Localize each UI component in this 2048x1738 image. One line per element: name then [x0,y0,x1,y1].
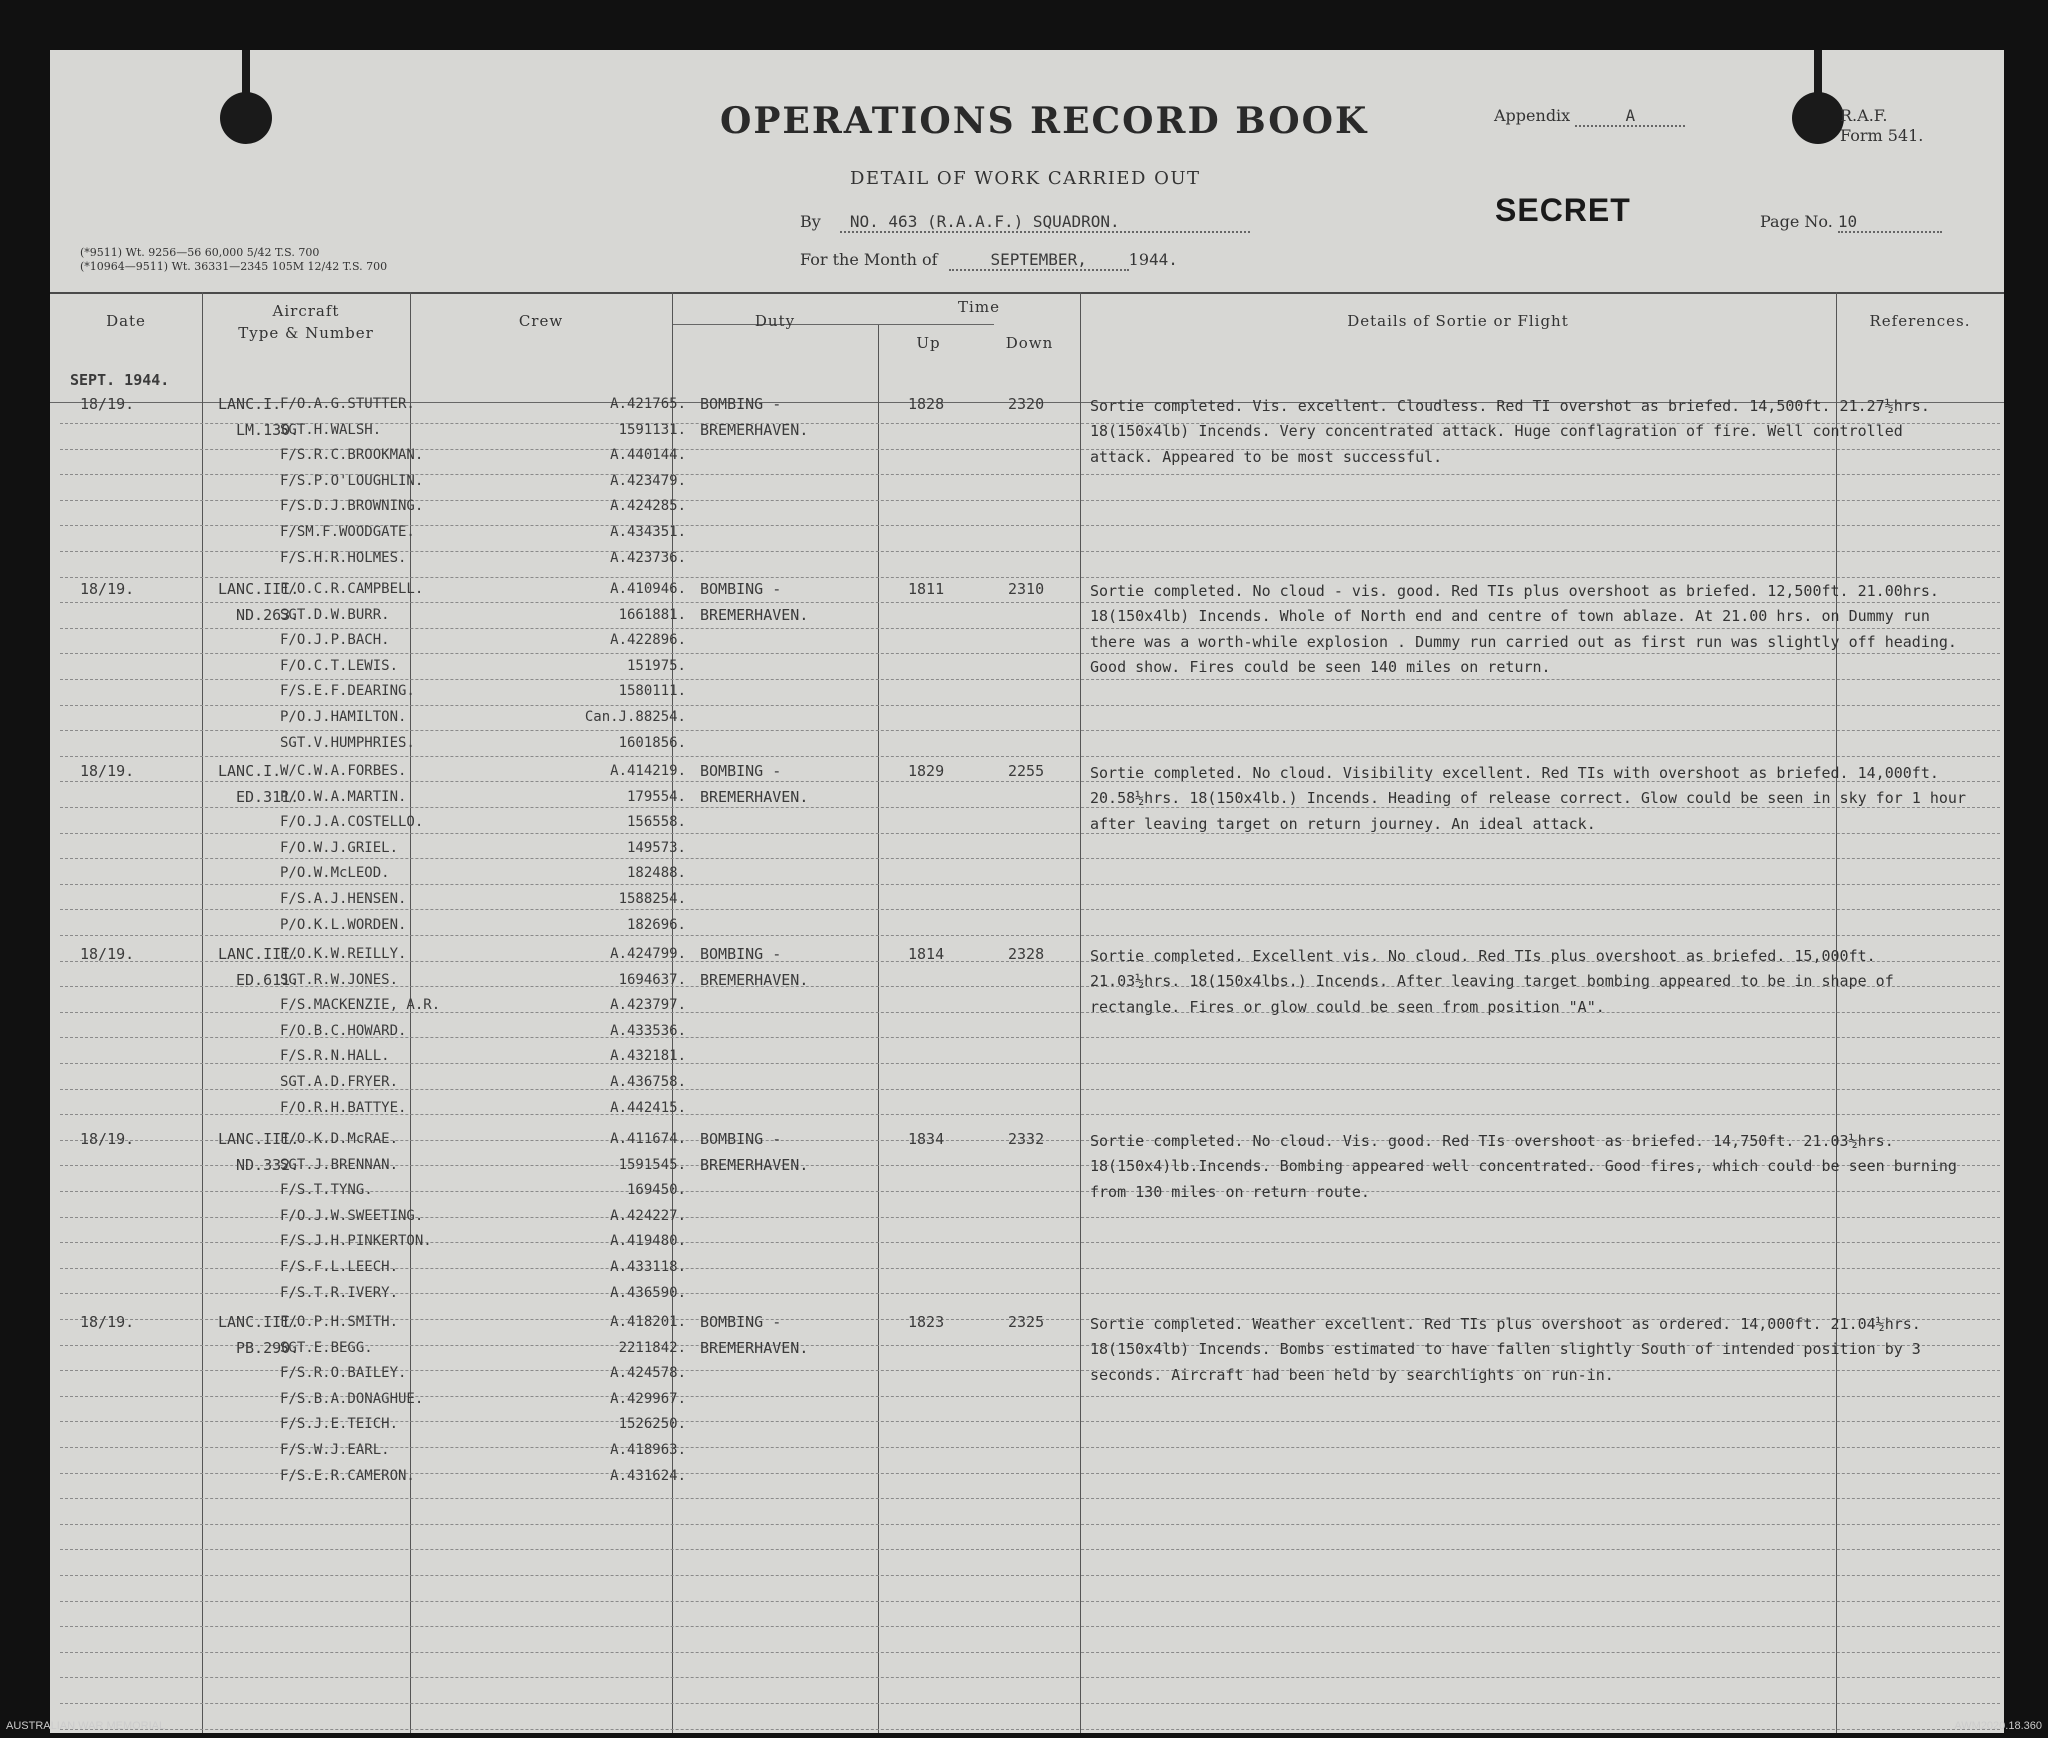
col-down: Down [1005,334,1054,352]
crew-member-name: W/C.W.A.FORBES. [280,763,407,779]
footer-left: AUSTRALIAN WAR MEMORIAL [6,1720,166,1732]
col-time: Time [958,298,1000,316]
crew-member-name: F/S.MACKENZIE, A.R. [280,997,441,1014]
col-aircraft: Aircraft [272,302,340,320]
sortie-table [50,292,2004,1733]
crew-member-name: SGT.A.D.FRYER. [280,1074,399,1090]
duty-label: BREMERHAVEN. [700,1155,809,1174]
record-page [50,50,2004,1733]
crew-member-name: F/S.A.J.HENSEN. [280,891,407,907]
crew-member-name: F/S.T.TYNG. [280,1182,373,1199]
raf-form: R.A.F. Form 541. [1840,106,1924,145]
duty-label: BOMBING - [700,580,782,598]
month-heading: SEPT. 1944. [70,371,170,389]
time-down: 2320 [1008,395,1045,413]
crew-member-number: A.411674. [610,1131,686,1147]
entry-date: 18/19. [80,395,135,413]
crew-member-name: F/S.E.R.CAMERON. [280,1467,415,1484]
page-subtitle: DETAIL OF WORK CARRIED OUT [850,168,1201,189]
crew-member-number: A.418963. [610,1442,686,1458]
crew-member-number: A.424799. [610,946,686,962]
duty-label: BOMBING - [700,1130,782,1148]
col-references: References. [1869,312,1971,330]
crew-member-number: A.433118. [610,1259,686,1275]
crew-member-name: F/O.P.H.SMITH. [280,1314,399,1330]
crew-member-number: A.424227. [610,1207,686,1224]
col-date: Date [106,312,146,330]
crew-member-number: 149573. [626,839,686,856]
aircraft-label: ED.611. [236,970,300,989]
duty-label: BOMBING - [700,395,782,413]
crew-member-name: F/O.C.R.CAMPBELL. [280,581,424,597]
entry-date: 18/19. [80,580,135,598]
crew-member-number: A.440144. [610,447,686,464]
page-number: Page No. 10 [1760,212,1942,233]
duty-label: BOMBING - [700,762,782,780]
page-number-value: 10 [1838,212,1942,233]
crew-member-name: F/S.W.J.EARL. [280,1442,390,1458]
crew-member-name: F/S.R.O.BAILEY. [280,1365,407,1382]
crew-member-name: SGT.V.HUMPHRIES. [280,734,415,751]
crew-member-number: A.434351. [610,524,686,540]
crew-member-number: 182488. [626,865,686,882]
crew-member-name: F/O.C.T.LEWIS. [280,657,399,674]
crew-member-name: F/S.J.E.TEICH. [280,1416,399,1433]
crew-member-number: 1601856. [618,734,686,751]
crew-member-name: F/O.J.A.COSTELLO. [280,814,424,831]
crew-member-name: F/S.T.R.IVERY. [280,1284,399,1301]
crew-member-number: 1588254. [618,891,686,907]
crew-member-name: P/O.W.McLEOD. [280,865,390,882]
crew-member-number: A.410946. [610,581,686,597]
month-value: SEPTEMBER, [949,250,1129,271]
crew-member-number: 1591131. [618,421,686,438]
crew-member-name: P/O.W.A.MARTIN. [280,788,407,805]
aircraft-label: LANC.III. [218,1130,300,1148]
crew-member-number: Can.J.88254. [584,709,686,725]
duty-label: BOMBING - [700,1313,782,1331]
entry-date: 18/19. [80,945,135,963]
sortie-details: Sortie completed. Vis. excellent. Cloudless. Red TI overshot as briefed. 14,500ft. 21.27½hrs. 18(150x4lb) Incends. Very concentrated attack. Huge conflagration of fire. Well controlled attack. Appeared to be most successful. [1090,397,1930,466]
crew-member-number: 169450. [626,1182,686,1199]
crew-member-number: A.419480. [610,1233,686,1250]
time-down: 2325 [1008,1313,1045,1331]
crew-member-number: 182696. [626,916,686,933]
crew-member-number: A.436758. [610,1074,686,1090]
duty-label: BREMERHAVEN. [700,605,809,624]
aircraft-label: ND.263. [236,605,300,624]
crew-member-name: F/SM.F.WOODGATE. [280,524,415,540]
col-details: Details of Sortie or Flight [1347,312,1569,330]
crew-member-number: A.429967. [610,1390,686,1407]
time-down: 2310 [1008,580,1045,598]
crew-member-name: F/S.J.H.PINKERTON. [280,1233,432,1250]
time-up: 1834 [908,1130,945,1148]
duty-label: BOMBING - [700,945,782,963]
footer-right: AWM2020.18.360 [1954,1720,2042,1732]
time-up: 1814 [908,945,945,963]
aircraft-label: LANC.I. [218,762,282,780]
crew-member-number: 151975. [626,657,686,674]
page-title: OPERATIONS RECORD BOOK [720,100,1369,142]
crew-member-name: F/O.K.D.McRAE. [280,1131,399,1147]
time-up: 1828 [908,395,945,413]
crew-member-name: F/O.R.H.BATTYE. [280,1099,407,1116]
sortie-details: Sortie completed. No cloud. Visibility excellent. Red TIs with overshoot as briefed. 14,000ft. 20.58½hrs. 18(150x4lb.) Incends. Heading of release correct. Glow could be seen in sky for 1 hour after leaving target on return journey. An ideal attack. [1090,764,1966,833]
crew-member-name: F/S.R.N.HALL. [280,1048,390,1065]
crew-member-name: F/O.J.W.SWEETING. [280,1207,424,1224]
crew-member-number: A.423736. [610,549,686,566]
crew-member-number: A.442415. [610,1099,686,1116]
aircraft-label: LANC.I. [218,395,282,413]
duty-label: BREMERHAVEN. [700,420,809,439]
by-field [800,212,1250,233]
aircraft-label: LANC.III. [218,1313,300,1331]
print-code-1: (*9511) Wt. 9256—56 60,000 5/42 T.S. 700 [80,246,320,259]
secret-stamp: SECRET [1495,192,1631,228]
print-code-2: (*10964—9511) Wt. 36331—2345 105M 12/42 T.S. 700 [80,260,388,273]
crew-member-name: P/O.K.L.WORDEN. [280,916,407,933]
crew-member-name: SGT.J.BRENNAN. [280,1156,399,1173]
crew-member-number: 156558. [626,814,686,831]
sortie-details: Sortie completed. No cloud - vis. good. Red TIs plus overshoot as briefed. 12,500ft. 21.00hrs. 18(150x4lb) Incends. Whole of North end and centre of town ablaze. At 21.00 hrs. on Dummy run there was a worth-while explosion . Dummy run carried out as first run was slightly off heading. Good show. Fires could be seen 140 miles on return. [1090,582,1957,676]
crew-member-number: 1694637. [618,971,686,988]
squadron-value: NO. 463 (R.A.A.F.) SQUADRON. [840,212,1250,233]
crew-member-number: 1591545. [618,1156,686,1173]
crew-member-name: F/S.D.J.BROWNING. [280,498,424,515]
crew-member-name: F/O.J.P.BACH. [280,632,390,649]
crew-member-name: F/S.P.O'LOUGHLIN. [280,472,424,489]
sortie-details: Sortie completed. No cloud. Vis. good. Red TIs overshoot as briefed. 14,750ft. 21.03½hrs. 18(150x4)lb.Incends. Bombing appeared well concentrated. Good fires, which could be seen burning from 130 miles on return route. [1090,1132,1957,1201]
sortie-details: Sortie completed. Excellent vis. No cloud. Red TIs plus overshoot as briefed. 15,000ft. 21.03½hrs. 18(150x4lbs.) Incends. After leaving target bombing appeared to be in shape of rectangle. Fires or glow could be seen from position "A". [1090,947,1894,1016]
crew-member-name: F/S.R.C.BROOKMAN. [280,447,424,464]
crew-member-name: F/S.B.A.DONAGHUE. [280,1390,424,1407]
month-field: For the Month of SEPTEMBER, 1944. [800,250,1178,269]
aircraft-label: PB.290. [236,1338,300,1357]
entry-date: 18/19. [80,1313,135,1331]
aircraft-label: LM.130. [236,420,300,439]
time-up: 1829 [908,762,945,780]
crew-member-number: A.423797. [610,997,686,1014]
duty-label: BREMERHAVEN. [700,1338,809,1357]
crew-member-name: F/O.K.W.REILLY. [280,946,407,962]
crew-member-name: F/O.B.C.HOWARD. [280,1022,407,1039]
crew-member-number: A.424578. [610,1365,686,1382]
crew-member-number: 2211842. [618,1339,686,1356]
aircraft-label: LANC.III. [218,945,300,963]
entry-date: 18/19. [80,1130,135,1148]
appendix-label: Appendix [1494,106,1571,125]
by-label: By [800,212,821,231]
aircraft-label: LANC.III. [218,580,300,598]
crew-member-number: 1526250. [618,1416,686,1433]
time-up: 1811 [908,580,945,598]
crew-member-name: F/S.F.L.LEECH. [280,1259,399,1275]
col-crew: Crew [518,312,564,330]
year-value: 44. [1149,250,1178,269]
aircraft-label: ND.332. [236,1155,300,1174]
crew-member-number: A.421765. [610,396,686,412]
crew-member-name: SGT.D.W.BURR. [280,606,390,623]
crew-member-name: F/O.W.J.GRIEL. [280,839,399,856]
crew-member-number: 1580111. [618,683,686,700]
time-down: 2328 [1008,945,1045,963]
crew-member-name: SGT.R.W.JONES. [280,971,399,988]
crew-member-name: SGT.E.BEGG. [280,1339,373,1356]
crew-member-name: F/O.A.G.STUTTER. [280,396,415,412]
entry-date: 18/19. [80,762,135,780]
col-aircraft-sub: Type & Number [238,324,374,342]
crew-member-number: A.432181. [610,1048,686,1065]
col-up: Up [916,334,941,352]
crew-member-name: F/S.H.R.HOLMES. [280,549,407,566]
crew-member-number: 1661881. [618,606,686,623]
crew-member-number: A.431624. [610,1467,686,1484]
crew-member-name: SGT.H.WALSH. [280,421,382,438]
crew-member-number: A.414219. [610,763,686,779]
crew-member-number: A.422896. [610,632,686,649]
time-up: 1823 [908,1313,945,1331]
crew-member-number: A.418201. [610,1314,686,1330]
crew-member-number: A.424285. [610,498,686,515]
time-down: 2332 [1008,1130,1045,1148]
sortie-details: Sortie completed. Weather excellent. Red TIs plus overshoot as ordered. 14,000ft. 21.04½hrs. 18(150x4lb) Incends. Bombs estimated to have fallen slightly South of intended position by 3 seconds. Aircraft had been held by searchlights on run-in. [1090,1315,1921,1384]
crew-member-number: A.436590. [610,1284,686,1301]
duty-label: BREMERHAVEN. [700,970,809,989]
time-down: 2255 [1008,762,1045,780]
appendix-value: A [1575,106,1685,127]
appendix [1494,106,1685,127]
crew-member-number: 179554. [626,788,686,805]
crew-member-number: A.433536. [610,1022,686,1039]
aircraft-label: ED.311. [236,787,300,806]
crew-member-name: F/S.E.F.DEARING. [280,683,415,700]
col-duty: Duty [754,312,796,330]
crew-member-name: P/O.J.HAMILTON. [280,709,407,725]
crew-member-number: A.423479. [610,472,686,489]
duty-label: BREMERHAVEN. [700,787,809,806]
